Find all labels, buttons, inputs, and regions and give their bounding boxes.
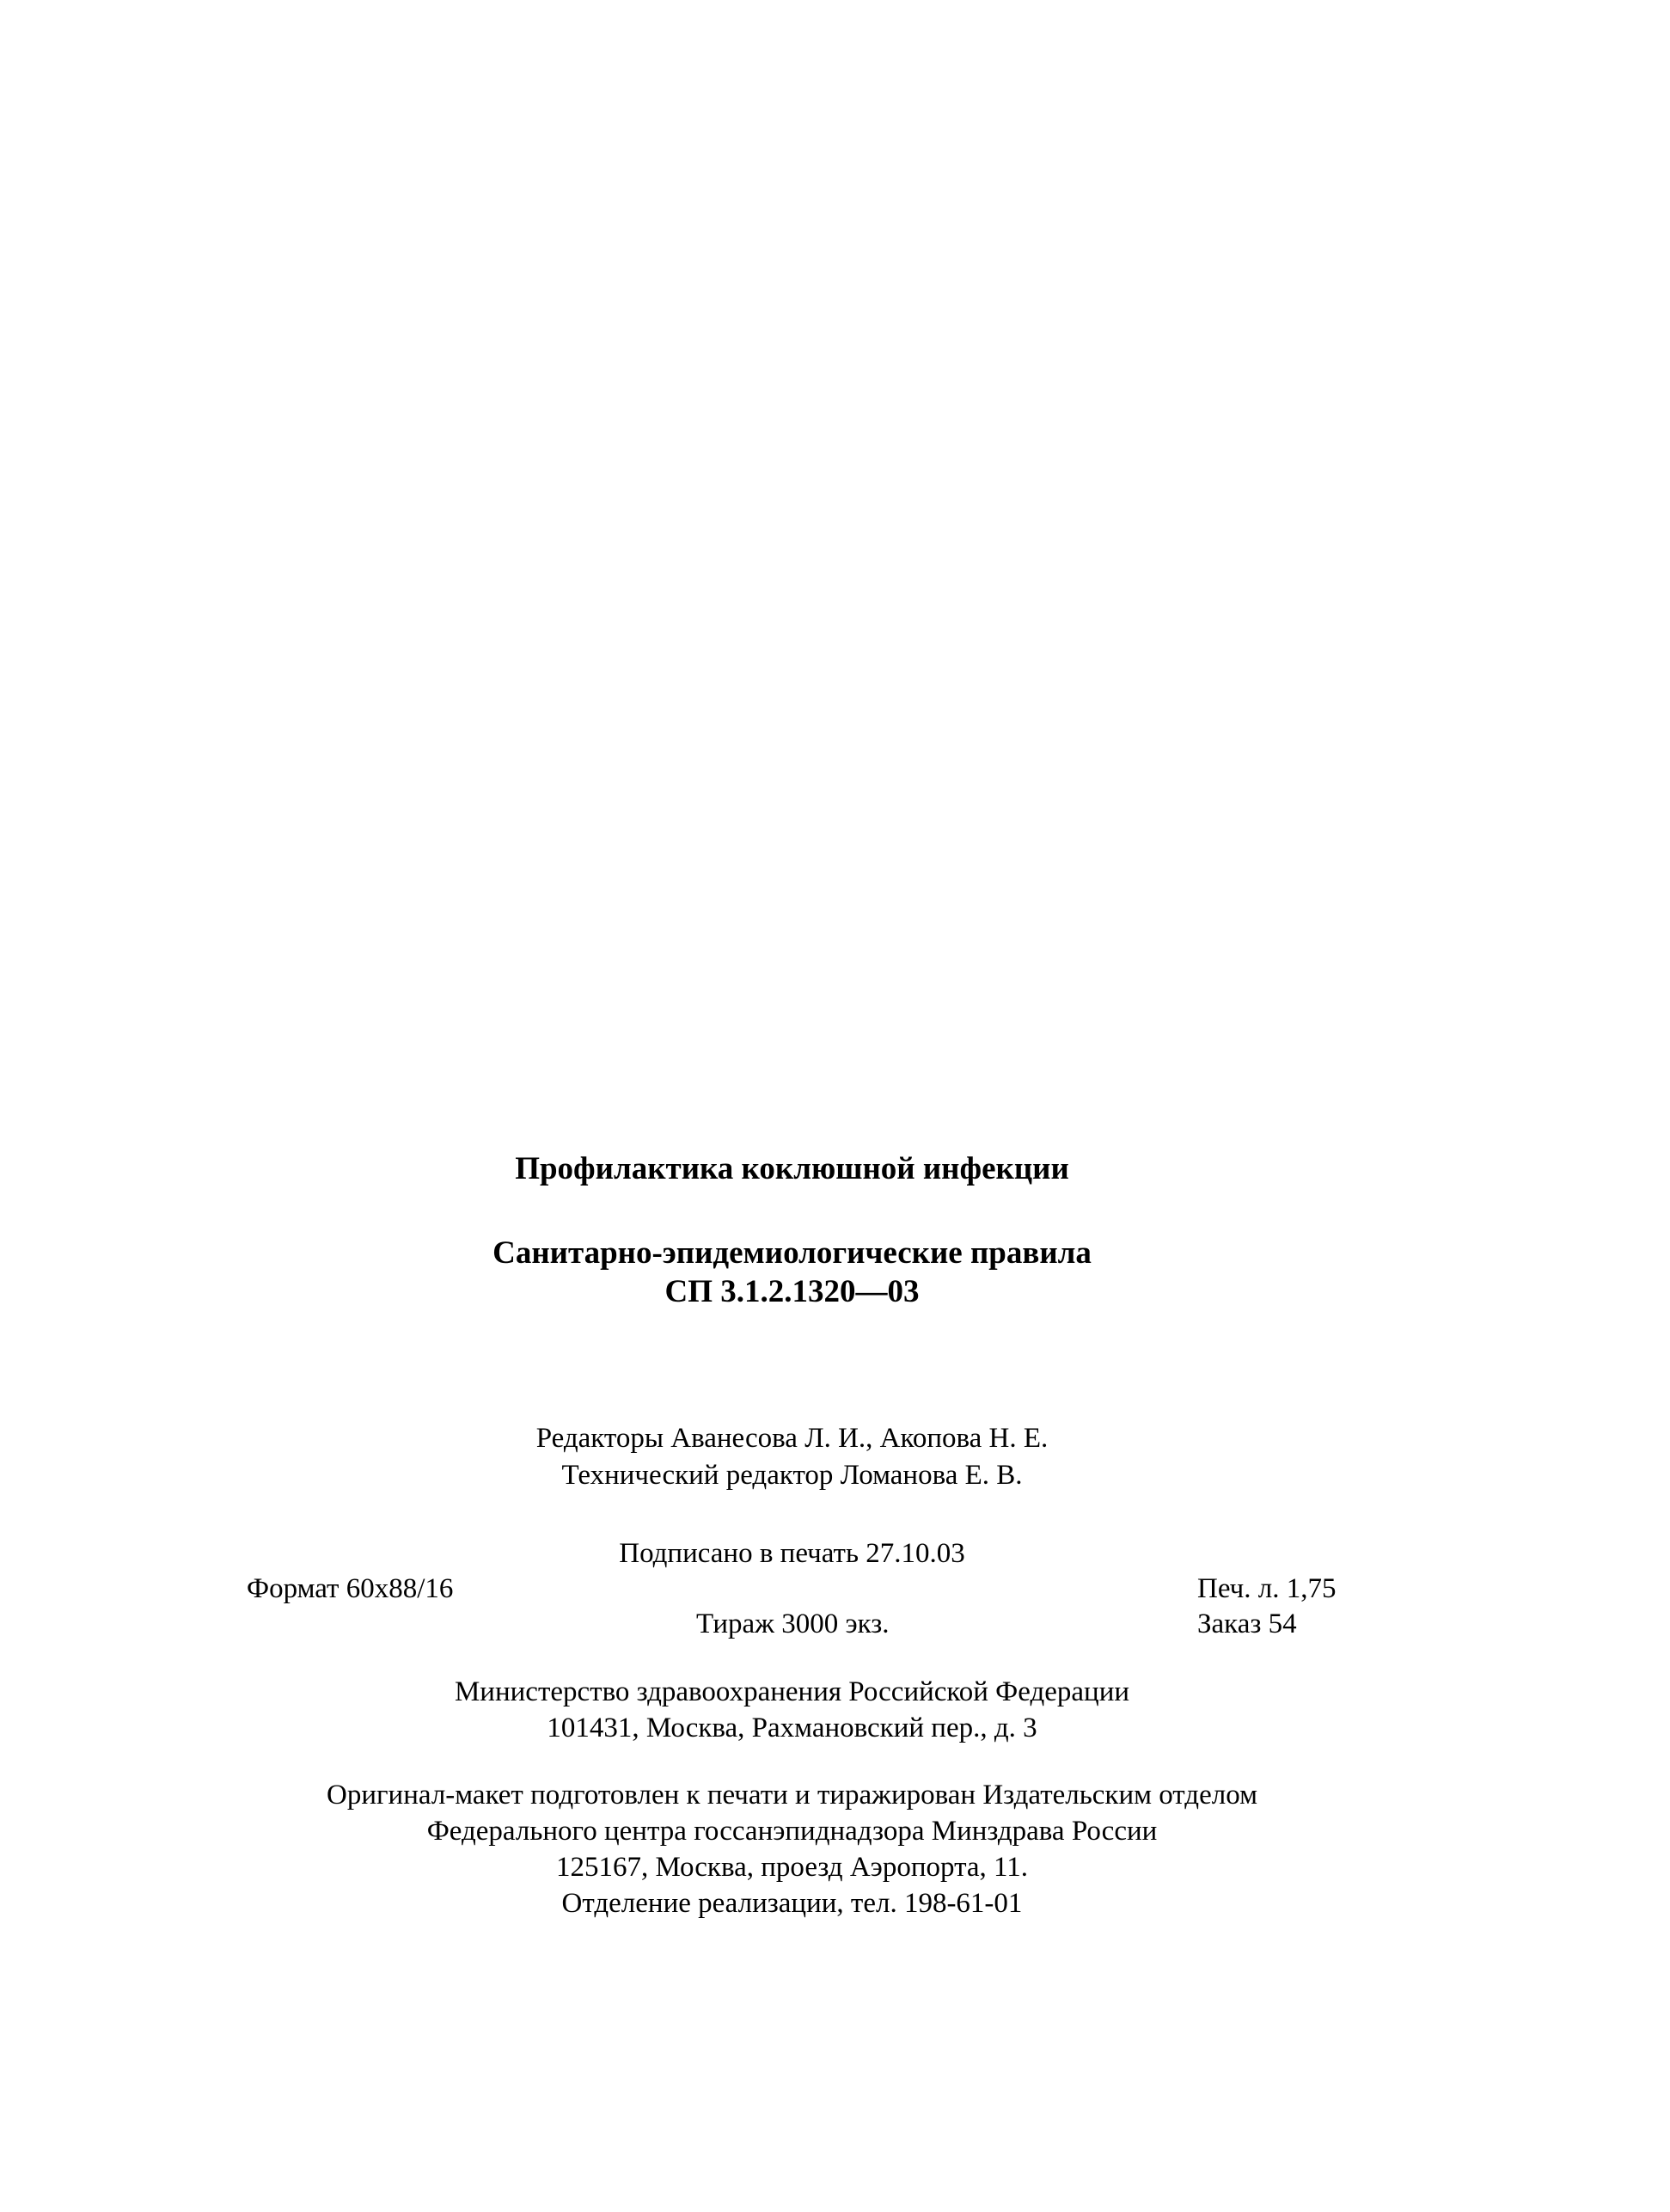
tech-editor-line: Технический редактор Ломанова Е. В. <box>561 1460 1023 1491</box>
ministry-address-line: 101431, Москва, Рахмановский пер., д. 3 <box>547 1713 1037 1743</box>
publisher-line-2: Федерального центра госсанэпиднадзора Минздрава России <box>426 1816 1158 1847</box>
document-code: СП 3.1.2.1320—03 <box>664 1274 920 1309</box>
sales-department-line: Отделение реализации, тел. 198-61-01 <box>561 1888 1023 1919</box>
editors-line: Редакторы Аванесова Л. И., Акопова Н. Е. <box>535 1423 1049 1454</box>
format-line: Формат 60x88/16 <box>247 1573 454 1604</box>
ministry-name-line: Министерство здравоохранения Российской Федерации <box>454 1676 1130 1707</box>
print-run-line: Тираж 3000 экз. <box>696 1608 890 1639</box>
print-sheets-line: Печ. л. 1,75 <box>1197 1573 1337 1604</box>
publisher-line-1: Оригинал-макет подготовлен к печати и тиражирован Издательским отделом <box>327 1780 1257 1811</box>
order-line: Заказ 54 <box>1197 1608 1297 1639</box>
document-subtitle: Санитарно-эпидемиологические правила <box>492 1235 1092 1271</box>
signed-to-print-line: Подписано в печать 27.10.03 <box>619 1538 965 1569</box>
document-title: Профилактика коклюшной инфекции <box>515 1151 1069 1186</box>
publisher-address-line: 125167, Москва, проезд Аэропорта, 11. <box>555 1852 1029 1883</box>
